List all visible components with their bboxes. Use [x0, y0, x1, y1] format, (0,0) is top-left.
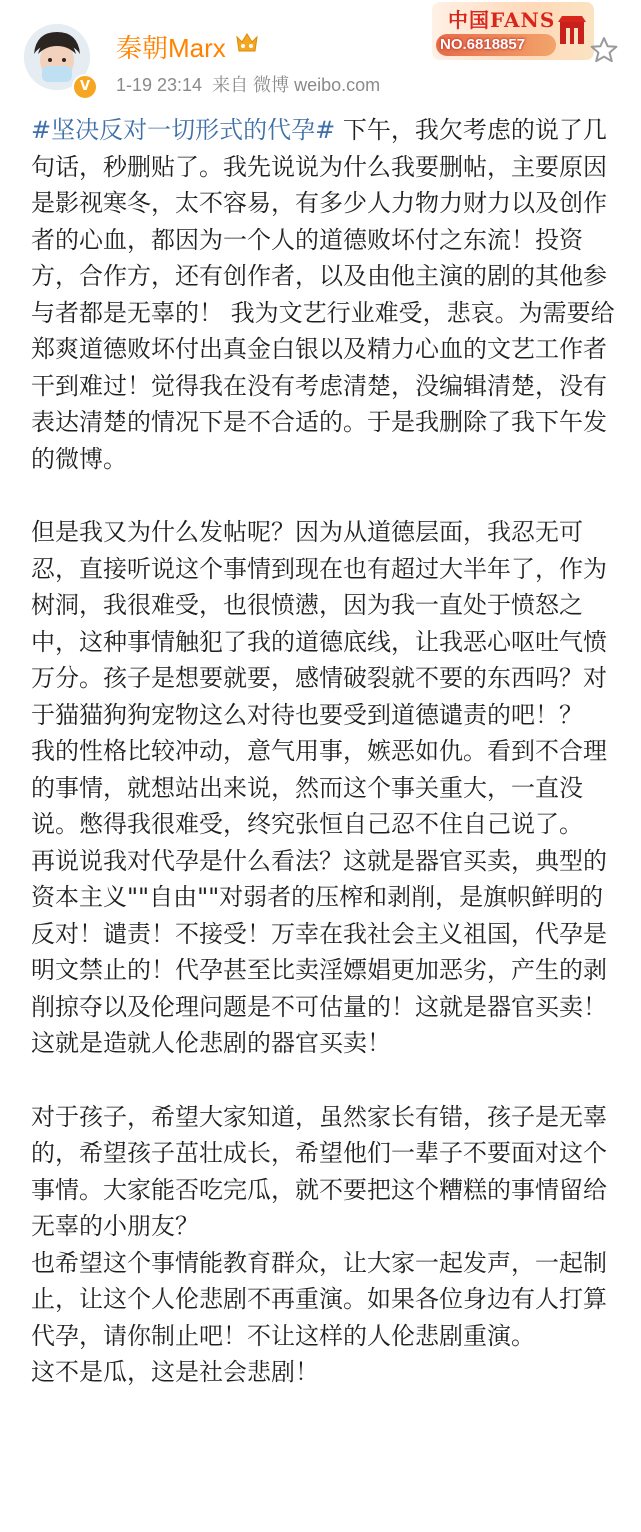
- post-meta: [116, 71, 390, 97]
- star-icon[interactable]: [590, 36, 618, 64]
- post-content: [31, 112, 621, 1391]
- post-paragraph-3: 我的性格比较冲动，意气用事，嫉恶如仇。看到不合理的事情，就想站出来说，然而这个事关重大，一直没说。憋得我很难受，终究张恒自己忍不住自己说了。: [31, 737, 607, 838]
- paragraph-text: 下午，我欠考虑的说了几句话，秒删贴了。我先说说为什么我要删帖，主要原因是影视寒冬，太不容易，有多少人力物力财力以及创作者的心血，都因为一个人的道德败坏付之东流！投资方，合作方，还有创作者，以及由他主演的剧的其他参与者都是无辜的！ 我为文艺行业难受，悲哀。为需要给郑爽道德败坏付出真金白银以及精力心血的文艺工作者干到难过！觉得我在没有考虑清楚，没编辑清楚，没有表达清楚的情况下是不合适的。于是我删除了我下午发的微博。: [31, 116, 615, 473]
- post-paragraph-7: 这不是瓜，这是社会悲剧！: [31, 1358, 319, 1386]
- post-paragraph-1: [31, 112, 621, 477]
- paragraph-gap: [31, 477, 621, 514]
- verified-badge-icon: V: [72, 74, 98, 100]
- username[interactable]: 秦朝Marx: [116, 33, 226, 63]
- paragraph-gap: [31, 1062, 621, 1099]
- vip-icon: [234, 31, 260, 55]
- fans-badge[interactable]: [432, 2, 594, 60]
- fans-badge-title: 中国FANS: [448, 8, 556, 32]
- post-time: 1-19 23:14: [116, 75, 203, 95]
- fans-badge-number: NO.6818857: [440, 36, 526, 53]
- post-paragraph-4: 再说说我对代孕是什么看法？这就是器官买卖，典型的资本主义""自由""对弱者的压榨和剥削，是旗帜鲜明的反对！谴责！不接受！万幸在我社会主义祖国，代孕是明文禁止的！代孕甚至比卖淫嫖娼更加恶劣，产生的剥削掠夺以及伦理问题是不可估量的！这就是器官买卖！这就是造就人伦悲剧的器官买卖！: [31, 846, 607, 1057]
- post-paragraph-5: 对于孩子，希望大家知道，虽然家长有错，孩子是无辜的，希望孩子茁壮成长，希望他们一辈子不要面对这个事情。大家能否吃完瓜，就不要把这个糟糕的事情留给无辜的小朋友？: [31, 1102, 607, 1240]
- post-header: [0, 0, 641, 110]
- post-paragraph-2: 但是我又为什么发帖呢？因为从道德层面，我忍无可忍，直接听说这个事情到现在也有超过大半年了，作为树洞，我很难受，也很愤懑，因为我一直处于愤怒之中，这种事情触犯了我的道德底线，让我恶心呕吐气愤万分。孩子是想要就要，感情破裂就不要的东西吗？对于猫猫狗狗宠物这么对待也要受到道德谴责的吧！？: [31, 518, 607, 729]
- post-source[interactable]: 来自 微博 weibo.com: [212, 75, 381, 95]
- hashtag-link[interactable]: #坚决反对一切形式的代孕#: [31, 116, 336, 144]
- post-paragraph-6: 也希望这个事情能教育群众，让大家一起发声，一起制止，让这个人伦悲剧不再重演。如果各位身边有人打算代孕，请你制止吧！不让这样的人伦悲剧重演。: [31, 1248, 607, 1350]
